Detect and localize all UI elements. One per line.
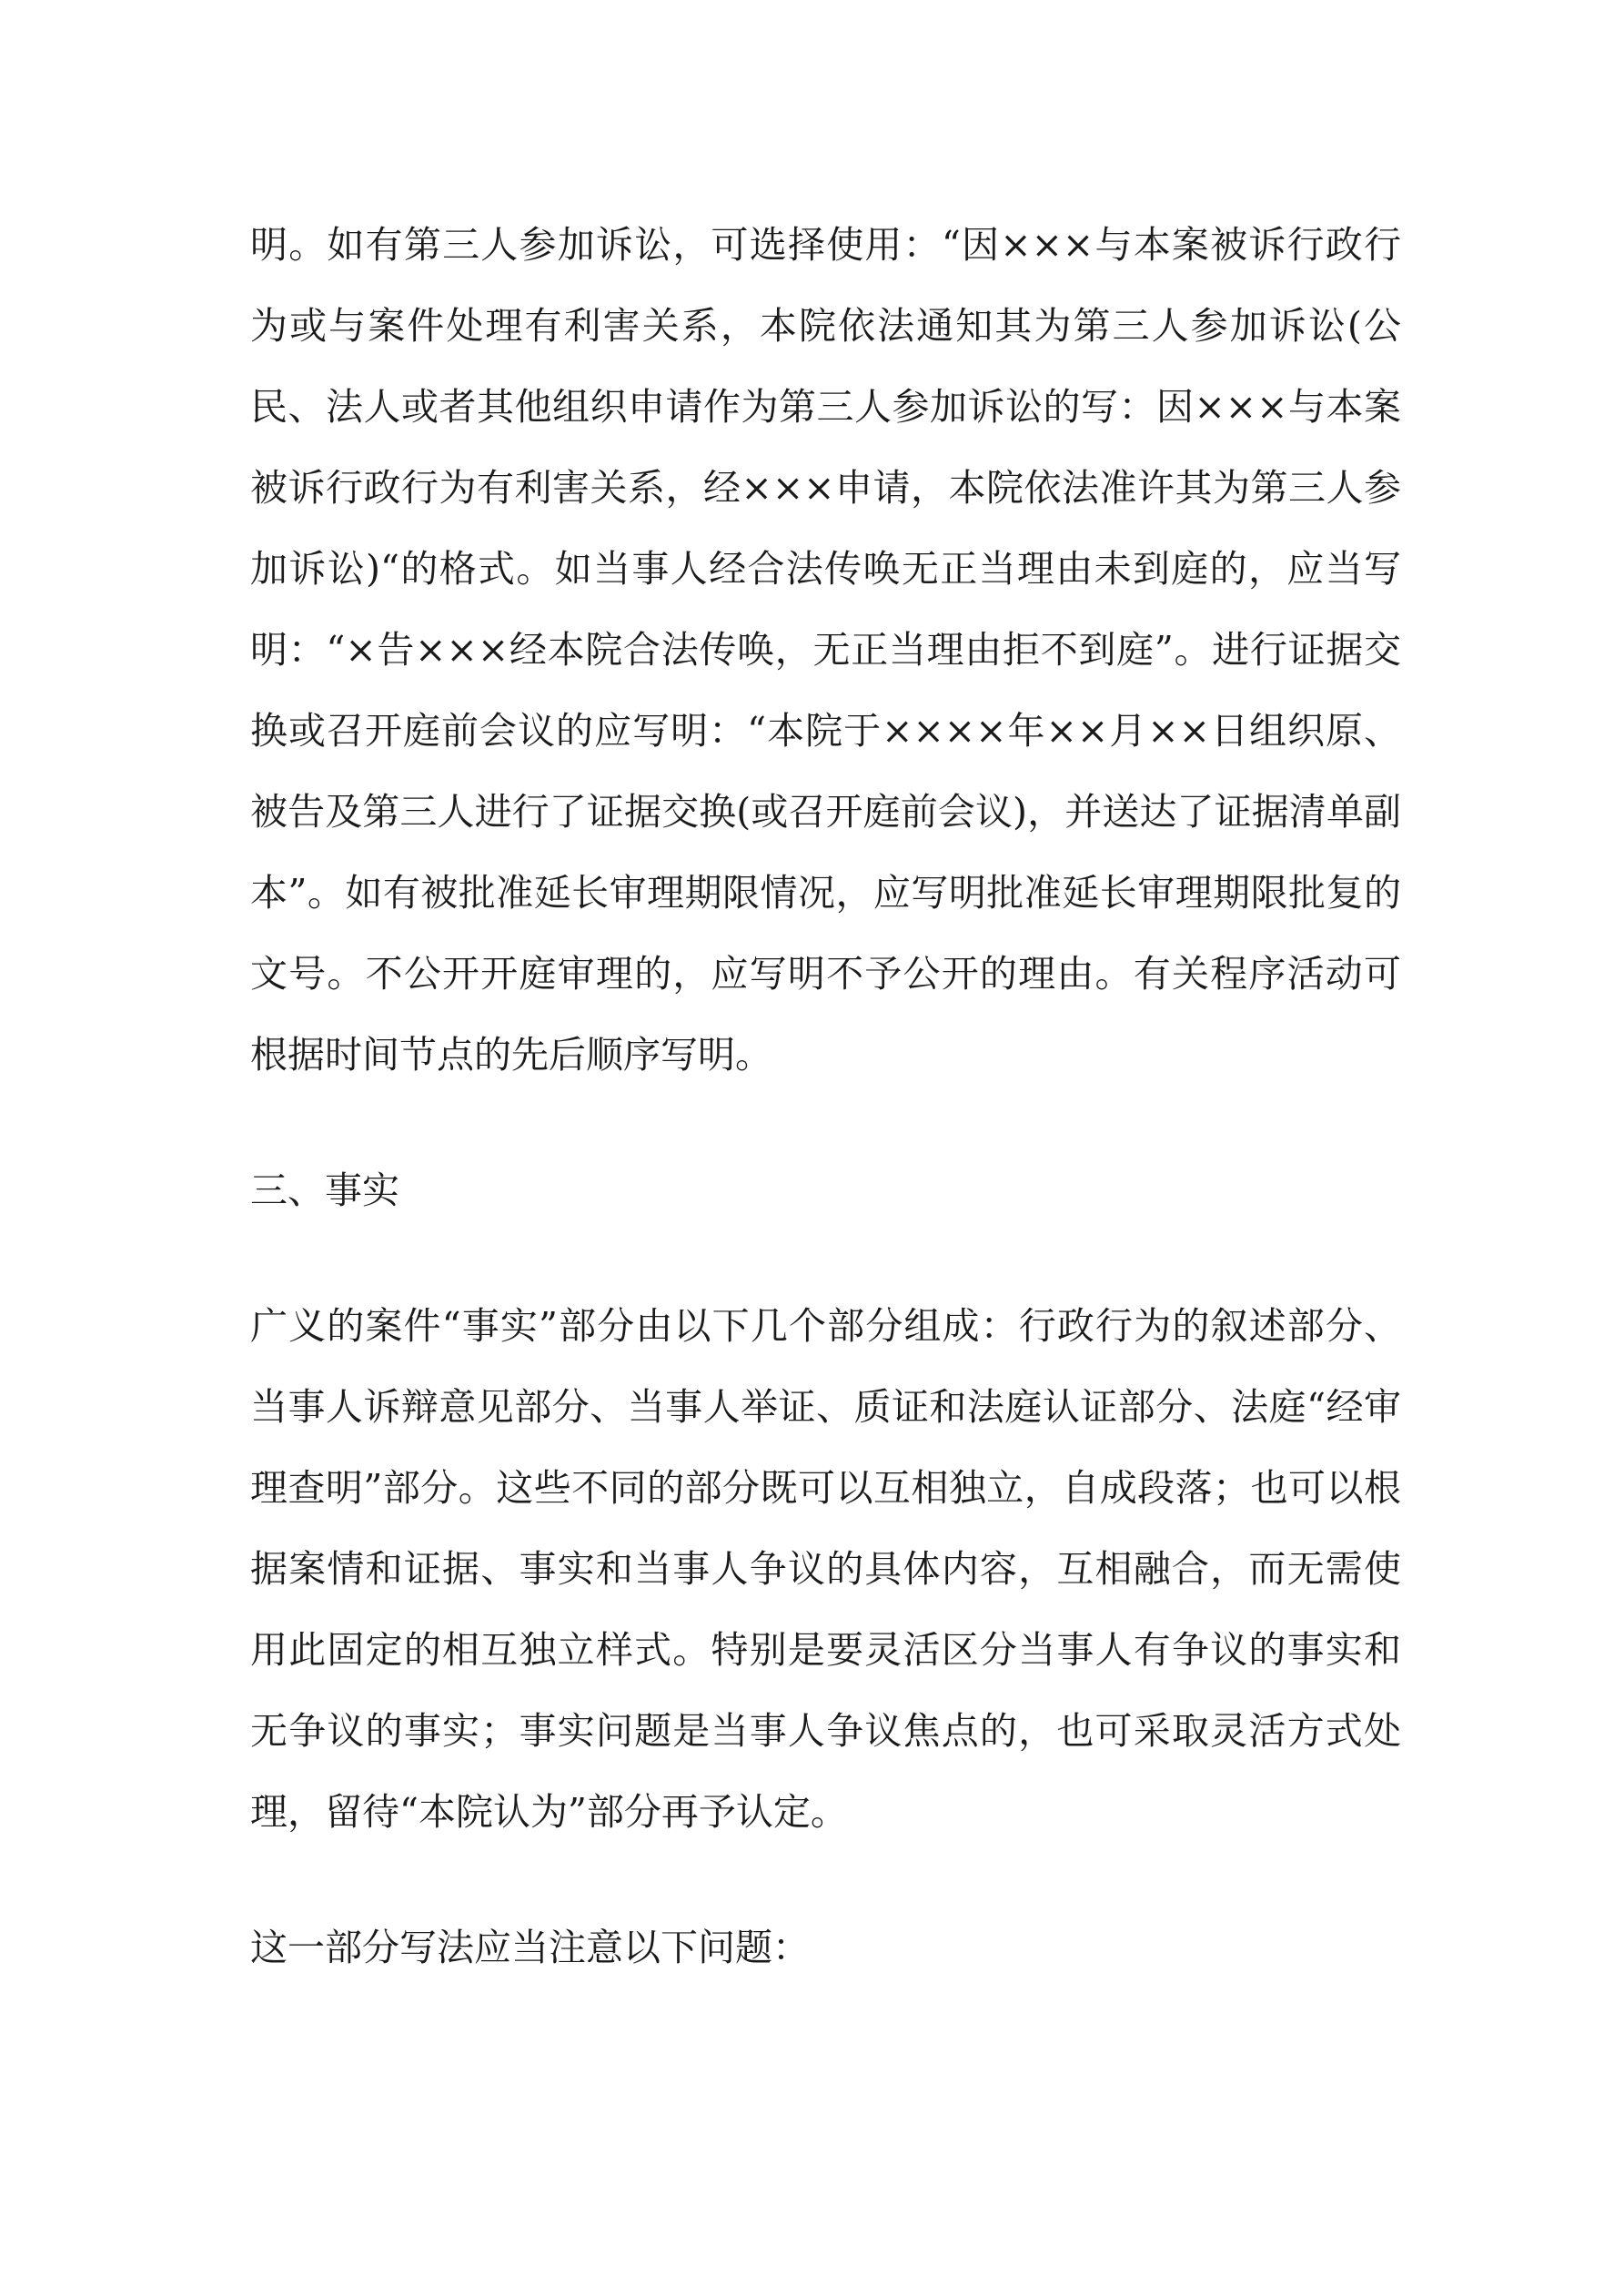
paragraph-facts: 广义的案件“事实”部分由以下几个部分组成：行政行为的叙述部分、当事人诉辩意见部分、当事人举证、质证和法庭认证部分、法庭“经审理查明”部分。这些不同的部分既可以互相独立，自成段落；也可以根据案情和证据、事实和当事人争议的具体内容，互相融合，而无需使用此固定的相互独立样式。特别是要灵活区分当事人有争议的事实和无争议的事实；事实问题是当事人争议焦点的，也可采取灵活方式处理，留待“本院认为”部分再予认定。: [250, 1304, 1401, 1834]
paragraph-notes-intro: 这一部分写法应当注意以下问题：: [250, 1926, 810, 1969]
paragraph-procedure: 明。如有第三人参加诉讼，可选择使用：“因×××与本案被诉行政行为或与案件处理有利害关系，本院依法通知其为第三人参加诉讼(公民、法人或者其他组织申请作为第三人参加诉讼的写：因×××与本案被诉行政行为有利害关系，经×××申请，本院依法准许其为第三人参加诉讼)“的格式。如当事人经合法传唤无正当理由未到庭的，应当写明：“×告×××经本院合法传唤，无正当理由拒不到庭”。进行证据交换或召开庭前会议的应写明：“本院于××××年××月××日组织原、被告及第三人进行了证据交换(或召开庭前会议)，并送达了证据清单副本”。如有被批准延长审理期限情况，应写明批准延长审理期限批复的文号。不公开开庭审理的，应写明不予公开的理由。有关程序活动可根据时间节点的先后顺序写明。: [250, 223, 1401, 1077]
section-heading-facts: 三、事实: [250, 1168, 399, 1212]
document-body: [250, 205, 1401, 1988]
